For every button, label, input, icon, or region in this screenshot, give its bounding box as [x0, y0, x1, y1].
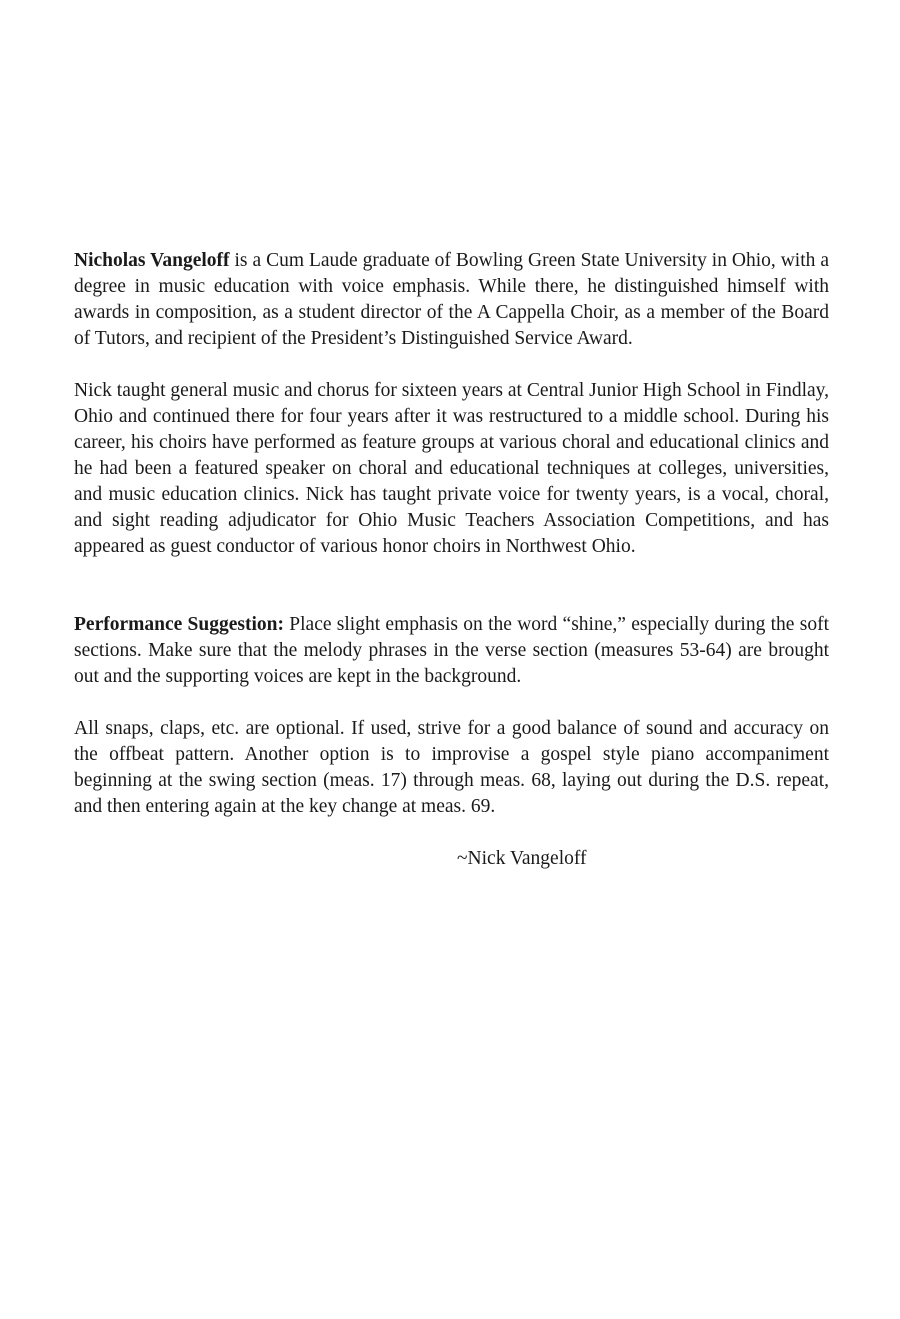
document-body: [74, 248, 829, 872]
bio-paragraph-1: [74, 248, 829, 352]
performance-paragraph-1-text: Place slight emphasis on the word “shine,” especially during the soft sections. Make sure that the melody phrases in the verse section (measures 53-64) are brought out and the supporting voices are kept in the background.: [74, 614, 829, 687]
bio-paragraph-1-text: is a Cum Laude graduate of Bowling Green State University in Ohio, with a degree in music education with voice emphasis. While there, he distinguished himself with awards in composition, as a student director of the A Cappella Choir, as a member of the Board of Tutors, and recipient of the President’s Distinguished Service Award.: [74, 250, 829, 349]
performance-paragraph-2: All snaps, claps, etc. are optional. If used, strive for a good balance of sound and accuracy on the offbeat pattern. Another option is to improvise a gospel style piano accompaniment beginning at the swing section (meas. 17) through meas. 68, laying out during the D.S. repeat, and then entering again at the key change at meas. 69.: [74, 718, 829, 817]
performance-heading: Performance Suggestion:: [74, 614, 284, 635]
bio-paragraph-2: Nick taught general music and chorus for sixteen years at Central Junior High School in Findlay, Ohio and continued there for four years after it was restructured to a middle school. During his career, his choirs have performed as feature groups at various choral and educational clinics and he had been a featured speaker on choral and educational techniques at colleges, universities, and music education clinics. Nick has taught private voice for twenty years, is a vocal, choral, and sight reading adjudicator for Ohio Music Teachers Association Competitions, and has appeared as guest conductor of various honor choirs in Northwest Ohio.: [74, 380, 829, 557]
signature: ~Nick Vangeloff: [457, 848, 587, 869]
bio-name: Nicholas Vangeloff: [74, 250, 230, 271]
performance-paragraph-1: [74, 612, 829, 690]
